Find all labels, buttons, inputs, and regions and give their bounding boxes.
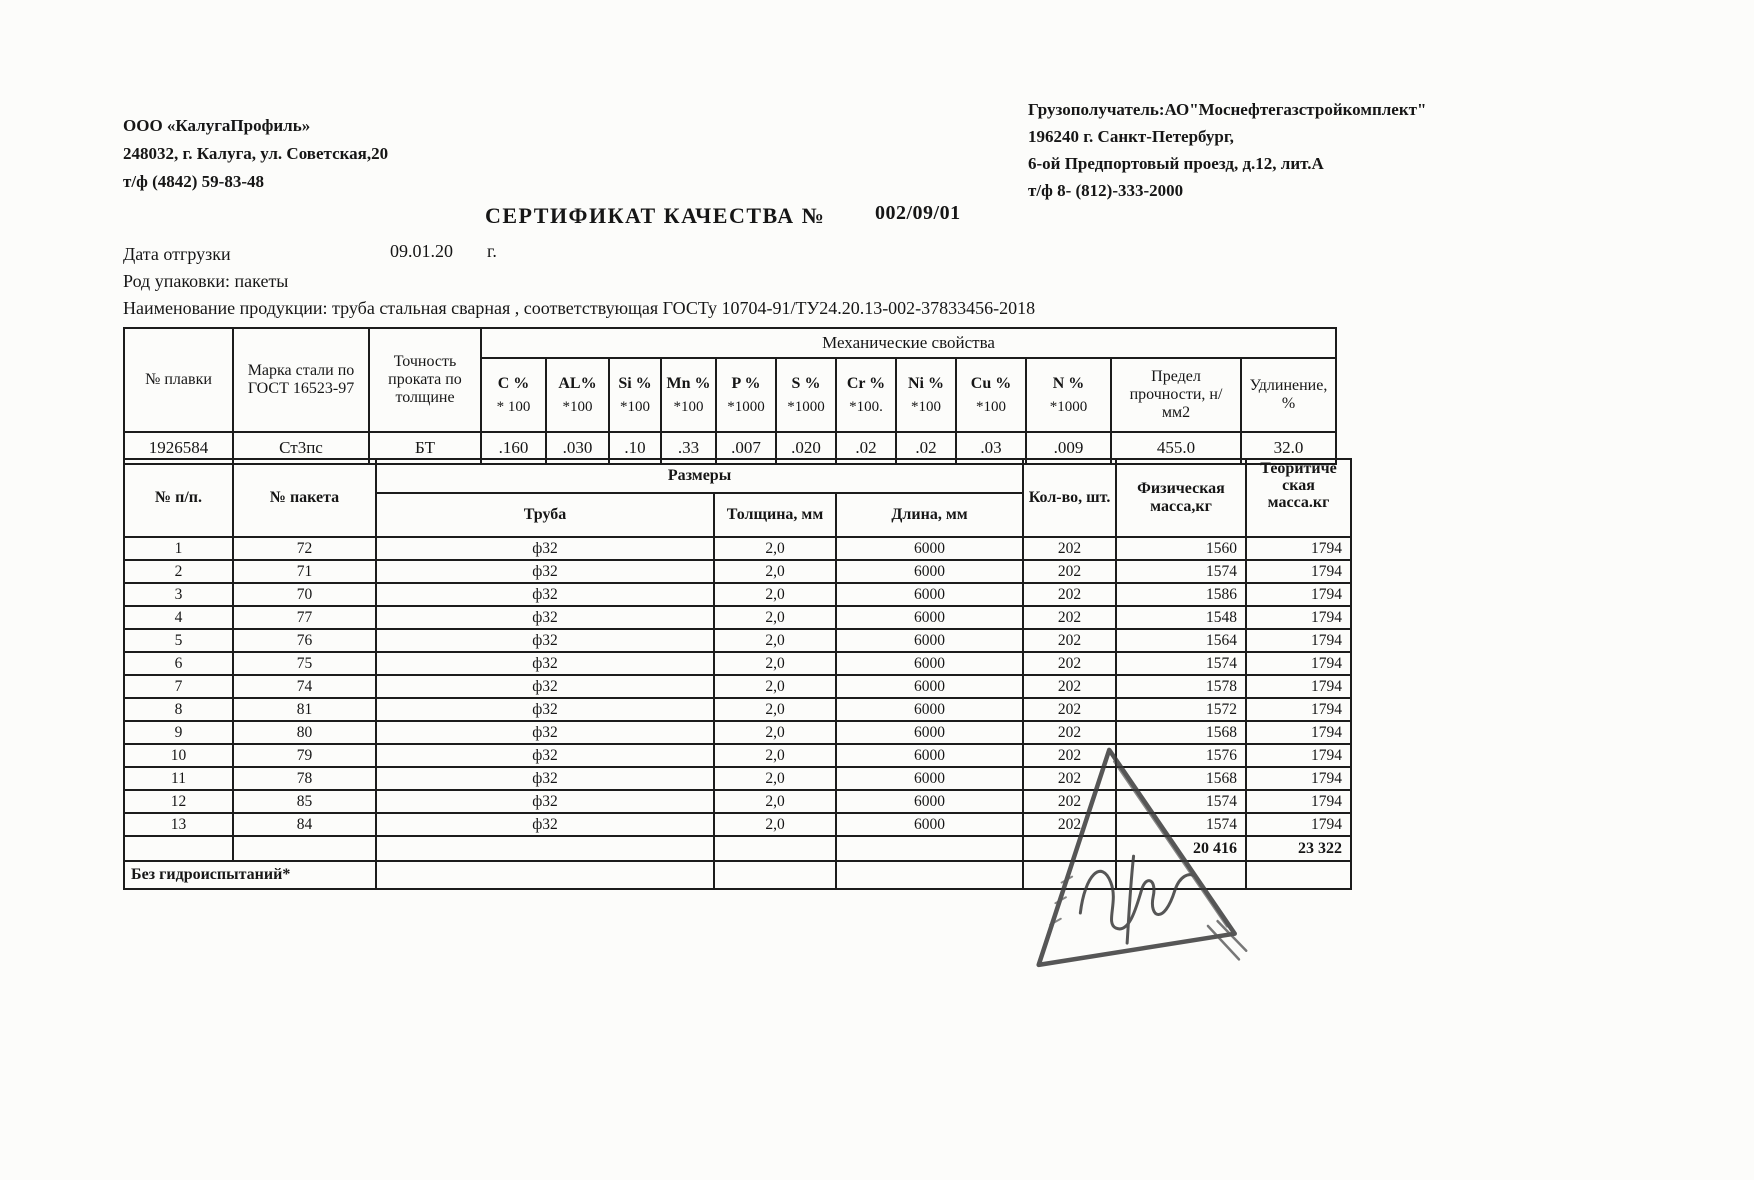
theoretical-mass: 1794 xyxy=(1246,583,1351,606)
chem-col-header-si xyxy=(609,358,661,432)
pipe-type: ф32 xyxy=(376,813,714,836)
pipe-type: ф32 xyxy=(376,790,714,813)
size-table-row xyxy=(124,629,1351,652)
thickness: 2,0 xyxy=(714,675,836,698)
pipe-type: ф32 xyxy=(376,744,714,767)
empty-cell xyxy=(124,836,233,861)
chem-value-mn: .33 xyxy=(661,432,716,464)
length: 6000 xyxy=(836,790,1023,813)
supplier-phone: т/ф (4842) 59-83-48 xyxy=(123,172,264,191)
row-number: 6 xyxy=(124,652,233,675)
col-header-thickness: Толщина, мм xyxy=(714,493,836,537)
theoretical-mass: 1794 xyxy=(1246,629,1351,652)
physical-mass: 1574 xyxy=(1116,560,1246,583)
length: 6000 xyxy=(836,560,1023,583)
col-header-packet-number: № пакета xyxy=(233,459,376,537)
length: 6000 xyxy=(836,721,1023,744)
certificate-title: СЕРТИФИКАТ КАЧЕСТВА № xyxy=(485,203,826,228)
quantity: 202 xyxy=(1023,583,1116,606)
chem-multiplier: * 100 xyxy=(496,398,531,415)
row-number: 3 xyxy=(124,583,233,606)
quantity: 202 xyxy=(1023,698,1116,721)
chem-value-n: .009 xyxy=(1026,432,1111,464)
pipe-type: ф32 xyxy=(376,629,714,652)
chem-multiplier: *100. xyxy=(849,398,883,415)
chem-value-c: .160 xyxy=(481,432,546,464)
col-header-heat-number: № плавки xyxy=(124,328,233,432)
size-table-row xyxy=(124,606,1351,629)
quantity: 202 xyxy=(1023,537,1116,560)
physical-mass: 1564 xyxy=(1116,629,1246,652)
packet-number: 84 xyxy=(233,813,376,836)
qc-stamp xyxy=(1016,736,1256,986)
physical-mass: 1560 xyxy=(1116,537,1246,560)
packet-number: 75 xyxy=(233,652,376,675)
packet-number: 70 xyxy=(233,583,376,606)
chem-col-header-al xyxy=(546,358,609,432)
thickness: 2,0 xyxy=(714,560,836,583)
pipe-type: ф32 xyxy=(376,675,714,698)
thickness: 2,0 xyxy=(714,583,836,606)
thickness: 2,0 xyxy=(714,790,836,813)
col-header-row-number: № п/п. xyxy=(124,459,233,537)
theoretical-mass: 1794 xyxy=(1246,744,1351,767)
packet-number: 71 xyxy=(233,560,376,583)
supplier-block xyxy=(123,112,388,196)
empty-cell xyxy=(233,836,376,861)
quantity: 202 xyxy=(1023,767,1116,790)
col-header-length: Длина, мм xyxy=(836,493,1023,537)
empty-cell xyxy=(376,836,714,861)
hydro-test-footnote: Без гидроиспытаний* xyxy=(124,861,376,889)
chem-col-header-p xyxy=(716,358,776,432)
row-number: 4 xyxy=(124,606,233,629)
chem-name: Si % xyxy=(618,374,652,392)
quantity: 202 xyxy=(1023,675,1116,698)
consignee-phone: т/ф 8- (812)-333-2000 xyxy=(1028,181,1184,200)
sizes-group-header: Размеры xyxy=(376,459,1023,493)
row-number: 8 xyxy=(124,698,233,721)
chem-col-header-s xyxy=(776,358,836,432)
chem-name: Mn % xyxy=(666,374,711,392)
physical-mass: 1576 xyxy=(1116,744,1246,767)
consignee-block xyxy=(1028,96,1426,204)
pipe-type: ф32 xyxy=(376,767,714,790)
chem-value-p: .007 xyxy=(716,432,776,464)
theoretical-mass: 1794 xyxy=(1246,537,1351,560)
theoretical-mass: 1794 xyxy=(1246,790,1351,813)
chem-value-si: .10 xyxy=(609,432,661,464)
row-number: 12 xyxy=(124,790,233,813)
chem-multiplier: *100 xyxy=(673,398,704,415)
pipe-type: ф32 xyxy=(376,560,714,583)
packet-number: 80 xyxy=(233,721,376,744)
thickness: 2,0 xyxy=(714,652,836,675)
length: 6000 xyxy=(836,583,1023,606)
empty-cell xyxy=(714,836,836,861)
chem-name: Cu % xyxy=(970,374,1012,392)
chem-value-cu: .03 xyxy=(956,432,1026,464)
size-table-row xyxy=(124,652,1351,675)
chem-multiplier: *1000 xyxy=(787,398,825,415)
chem-value-ni: .02 xyxy=(896,432,956,464)
thickness: 2,0 xyxy=(714,721,836,744)
empty-cell xyxy=(836,861,1023,889)
length: 6000 xyxy=(836,652,1023,675)
length: 6000 xyxy=(836,698,1023,721)
packet-number: 76 xyxy=(233,629,376,652)
empty-cell xyxy=(836,836,1023,861)
total-theoretical-mass: 23 322 xyxy=(1246,836,1351,861)
col-header-pipe: Труба xyxy=(376,493,714,537)
consignee-street: 6-ой Предпортовый проезд, д.12, лит.А xyxy=(1028,154,1324,173)
length: 6000 xyxy=(836,606,1023,629)
length: 6000 xyxy=(836,537,1023,560)
chem-col-header-ni xyxy=(896,358,956,432)
packet-number: 74 xyxy=(233,675,376,698)
quantity: 202 xyxy=(1023,652,1116,675)
chem-value-al: .030 xyxy=(546,432,609,464)
packet-number: 78 xyxy=(233,767,376,790)
chem-col-header-cr xyxy=(836,358,896,432)
length: 6000 xyxy=(836,813,1023,836)
size-table-row xyxy=(124,675,1351,698)
supplier-name: ООО «КалугаПрофиль» xyxy=(123,116,311,135)
row-number: 5 xyxy=(124,629,233,652)
empty-cell xyxy=(1246,861,1351,889)
physical-mass: 1574 xyxy=(1116,652,1246,675)
quantity: 202 xyxy=(1023,629,1116,652)
thickness: 2,0 xyxy=(714,606,836,629)
tensile-strength-value: 455.0 xyxy=(1111,432,1241,464)
col-header-tensile-strength: Предел прочности, н/мм2 xyxy=(1111,358,1241,432)
chem-multiplier: *100 xyxy=(976,398,1006,415)
consignee-name: Грузополучатель:АО"Моснефтегазстройкомплект" xyxy=(1028,100,1427,119)
chem-name: N % xyxy=(1052,374,1085,392)
rolling-accuracy: БТ xyxy=(369,432,481,464)
chem-value-s: .020 xyxy=(776,432,836,464)
chem-multiplier: *1000 xyxy=(727,398,765,415)
size-table-row xyxy=(124,560,1351,583)
packet-number: 81 xyxy=(233,698,376,721)
ship-date-label: Дата отгрузки xyxy=(123,244,231,264)
packet-number: 77 xyxy=(233,606,376,629)
ship-date-value: 09.01.20 xyxy=(390,241,453,261)
pipe-type: ф32 xyxy=(376,537,714,560)
theoretical-mass: 1794 xyxy=(1246,560,1351,583)
theoretical-mass: 1794 xyxy=(1246,698,1351,721)
length: 6000 xyxy=(836,744,1023,767)
quantity: 202 xyxy=(1023,721,1116,744)
quantity: 202 xyxy=(1023,790,1116,813)
col-header-theoretical-mass: Теоритиче ская масса.кг xyxy=(1246,459,1351,537)
certificate-number: 002/09/01 xyxy=(875,202,961,224)
col-header-elongation: Удлинение, % xyxy=(1241,358,1336,432)
mech-properties-table xyxy=(123,327,1337,465)
thickness: 2,0 xyxy=(714,698,836,721)
row-number: 10 xyxy=(124,744,233,767)
pipe-type: ф32 xyxy=(376,583,714,606)
chem-multiplier: *1000 xyxy=(1049,398,1088,415)
thickness: 2,0 xyxy=(714,813,836,836)
physical-mass: 1548 xyxy=(1116,606,1246,629)
col-header-quantity: Кол-во, шт. xyxy=(1023,459,1116,537)
length: 6000 xyxy=(836,675,1023,698)
row-number: 7 xyxy=(124,675,233,698)
theoretical-mass: 1794 xyxy=(1246,721,1351,744)
theoretical-mass: 1794 xyxy=(1246,813,1351,836)
product-line: Наименование продукции: труба стальная сварная , соответствующая ГОСТу 10704-91/ТУ24.20.13-002-37833456-2018 xyxy=(123,298,1036,318)
size-table-row xyxy=(124,537,1351,560)
row-number: 9 xyxy=(124,721,233,744)
chem-multiplier: *100 xyxy=(911,398,941,415)
thickness: 2,0 xyxy=(714,629,836,652)
thickness: 2,0 xyxy=(714,767,836,790)
row-number: 11 xyxy=(124,767,233,790)
thickness: 2,0 xyxy=(714,537,836,560)
packaging-line: Род упаковки: пакеты xyxy=(123,271,289,291)
col-header-rolling-accuracy: Точность проката по толщине xyxy=(369,328,481,432)
elongation-value: 32.0 xyxy=(1241,432,1336,464)
chem-value-cr: .02 xyxy=(836,432,896,464)
row-number: 1 xyxy=(124,537,233,560)
supplier-address: 248032, г. Калуга, ул. Советская,20 xyxy=(123,144,389,163)
stamp-triangle-signature-icon xyxy=(1016,736,1256,986)
pipe-type: ф32 xyxy=(376,606,714,629)
physical-mass: 1586 xyxy=(1116,583,1246,606)
steel-grade: Ст3пс xyxy=(233,432,369,464)
chem-col-header-cu xyxy=(956,358,1026,432)
chem-name: P % xyxy=(731,374,761,392)
length: 6000 xyxy=(836,767,1023,790)
chem-name: Ni % xyxy=(908,374,944,392)
chem-name: C % xyxy=(497,374,530,392)
chem-col-header-c xyxy=(481,358,546,432)
row-number: 2 xyxy=(124,560,233,583)
physical-mass: 1574 xyxy=(1116,813,1246,836)
physical-mass: 1568 xyxy=(1116,767,1246,790)
size-table-row xyxy=(124,698,1351,721)
pipe-type: ф32 xyxy=(376,652,714,675)
packet-number: 79 xyxy=(233,744,376,767)
empty-cell xyxy=(714,861,836,889)
quantity: 202 xyxy=(1023,744,1116,767)
thickness: 2,0 xyxy=(714,744,836,767)
chem-col-header-n xyxy=(1026,358,1111,432)
consignee-city: 196240 г. Санкт-Петербург, xyxy=(1028,127,1234,146)
size-table-row xyxy=(124,583,1351,606)
pipe-type: ф32 xyxy=(376,698,714,721)
heat-number: 1926584 xyxy=(124,432,233,464)
chem-multiplier: *100 xyxy=(562,398,593,415)
pipe-type: ф32 xyxy=(376,721,714,744)
chem-multiplier: *100 xyxy=(620,398,650,415)
row-number: 13 xyxy=(124,813,233,836)
theoretical-mass: 1794 xyxy=(1246,652,1351,675)
physical-mass: 1572 xyxy=(1116,698,1246,721)
theoretical-mass: 1794 xyxy=(1246,675,1351,698)
chem-name: S % xyxy=(791,374,821,392)
physical-mass: 1568 xyxy=(1116,721,1246,744)
physical-mass: 1574 xyxy=(1116,790,1246,813)
empty-cell xyxy=(376,861,714,889)
quantity: 202 xyxy=(1023,606,1116,629)
ship-date-suffix: г. xyxy=(487,241,497,261)
physical-mass: 1578 xyxy=(1116,675,1246,698)
chem-name: Cr % xyxy=(846,374,886,392)
col-header-physical-mass: Физическая масса,кг xyxy=(1116,459,1246,537)
length: 6000 xyxy=(836,629,1023,652)
chem-col-header-mn xyxy=(661,358,716,432)
packet-number: 72 xyxy=(233,537,376,560)
packet-number: 85 xyxy=(233,790,376,813)
theoretical-mass: 1794 xyxy=(1246,767,1351,790)
col-header-steel-grade: Марка стали по ГОСТ 16523-97 xyxy=(233,328,369,432)
quantity: 202 xyxy=(1023,813,1116,836)
chem-name: AL% xyxy=(558,374,597,392)
quantity: 202 xyxy=(1023,560,1116,583)
mech-properties-group-header: Механические свойства xyxy=(481,328,1336,358)
total-physical-mass: 20 416 xyxy=(1116,836,1246,861)
theoretical-mass: 1794 xyxy=(1246,606,1351,629)
